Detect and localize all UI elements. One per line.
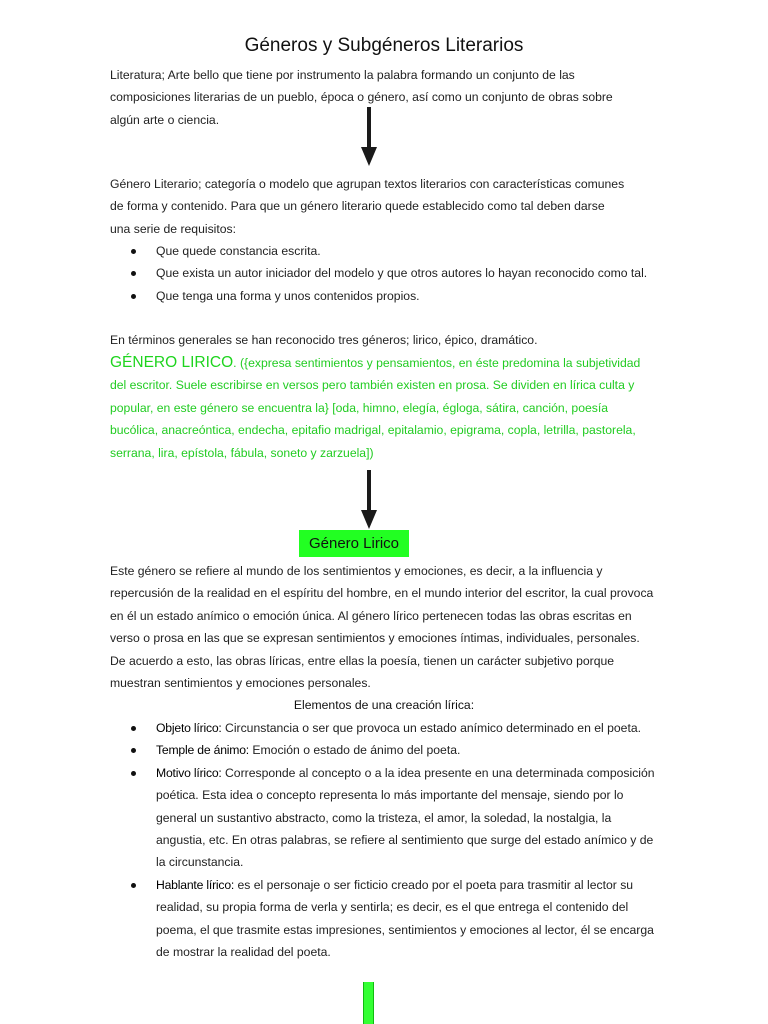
down-arrow-icon [360, 470, 378, 530]
genero-literario-line: una serie de requisitos: [110, 221, 237, 236]
requisitos-list [110, 240, 658, 307]
genero-literario-paragraph [110, 173, 658, 240]
elementos-list [110, 717, 658, 963]
list-item [110, 717, 658, 739]
genero-literario-line: de forma y contenido. Para que un género literario quede establecido como tal deben darse [110, 199, 605, 214]
list-item: Que exista un autor iniciador del modelo y que otros autores lo hayan reconocido como tal. [110, 262, 658, 284]
down-arrow-icon [360, 107, 378, 167]
list-item [110, 739, 658, 761]
list-item: Que quede constancia escrita. [110, 240, 658, 262]
list-item-text: Corresponde al concepto o a la idea presente en una determinada composición poética. Esta idea o concepto representa lo más importante del mensaje, siendo por lo general un sustantivo abstracto, como la tristeza, el amor, la soledad, la nostalgia, la angustia, etc. En otras palabras, se refiere al sentimiento que surge del estado anímico y de la circunstancia. [156, 765, 655, 870]
elementos-heading: Elementos de una creación lírica: [293, 698, 475, 712]
list-item-text: Emoción o estado de ánimo del poeta. [249, 743, 461, 758]
list-item-term: Objeto lírico: [156, 721, 222, 735]
genero-literario-line: Género Literario; categoría o modelo que agrupan textos literarios con características comunes [110, 177, 625, 191]
intro-line: algún arte o ciencia. [110, 112, 220, 127]
intro-line: Literatura; Arte bello que tiene por instrumento la palabra formando un conjunto de las [110, 68, 575, 82]
list-item [110, 874, 658, 964]
genero-lirico-summary: GÉNERO LIRICO. ({expresa sentimientos y pensamientos, en éste predomina la subjetividad del escritor. Suele escribirse en versos pero también existen en prosa. Se dividen en lírica culta y popular, en este género se encuentra la} [oda, himno, elegía, égloga, sátira, canción, poesía bucólica, anacreóntica, endecha, epitafio madrigal, epitalamio, epigrama, copla, letrilla, pastorela, serrana, lira, epístola, fábula, soneto y zarzuela]) [110, 354, 641, 460]
list-item: Que tenga una forma y unos contenidos propios. [110, 285, 658, 307]
green-arrow-shaft-icon [363, 982, 374, 1024]
list-item-term: Temple de ánimo: [156, 743, 249, 758]
document-title: Géneros y Subgéneros Literarios [244, 35, 524, 56]
list-item-text: Circunstancia o ser que provoca un estado anímico determinado en el poeta. [221, 721, 641, 735]
section-heading-genero-lirico: Género Lirico [299, 530, 409, 557]
generos-conclusion: En términos generales se han reconocido tres géneros; lirico, épico, dramático. [110, 333, 538, 347]
intro-line: composiciones literarias de un pueblo, época o género, así como un conjunto de obras sobre [110, 90, 613, 105]
lirico-description: Este género se refiere al mundo de los sentimientos y emociones, es decir, a la influencia y repercusión de la realidad en el espíritu del hombre, en el mundo interior del escritor, la cual provoca en él un estado anímico o emoción única. Al género lírico pertenecen todas las obras escritas en verso o prosa en las que se expresan sentimientos y emociones íntimas, individuales, personales. De acuerdo a esto, las obras líricas, entre ellas la poesía, tienen un carácter subjetivo porque muestran sentimientos y emociones personales. [110, 564, 654, 691]
intro-paragraph [110, 64, 658, 131]
list-item-text: es el personaje o ser ficticio creado por el poeta para trasmitir al lector su realidad, su propia forma de verla y sentirla; es decir, es el que entrega el contenido del poema, el que trasmite estas impresiones, sentimientos y emociones al lector, él se encarga de mostrar la realidad del poeta. [156, 877, 654, 960]
list-item-term: Hablante lírico: [156, 877, 235, 892]
genero-lirico-heading: GÉNERO LIRICO [110, 354, 234, 371]
list-item [110, 762, 658, 874]
list-item-term: Motivo lírico: [156, 765, 222, 780]
genero-lirico-summary-text: ({expresa sentimientos y pensamientos, en éste predomina la subjetividad del escritor. Suele escribirse en versos pero también existen en prosa. Se dividen en lírica culta y popular, en este género se encuentra la} [oda, himno, elegía, égloga, sátira, canción, poesía bucólica, anacreóntica, endecha, epitafio madrigal, epitalamio, epigrama, copla, letrilla, pastorela, serrana, lira, epístola, fábula, soneto y zarzuela]) [110, 356, 641, 460]
